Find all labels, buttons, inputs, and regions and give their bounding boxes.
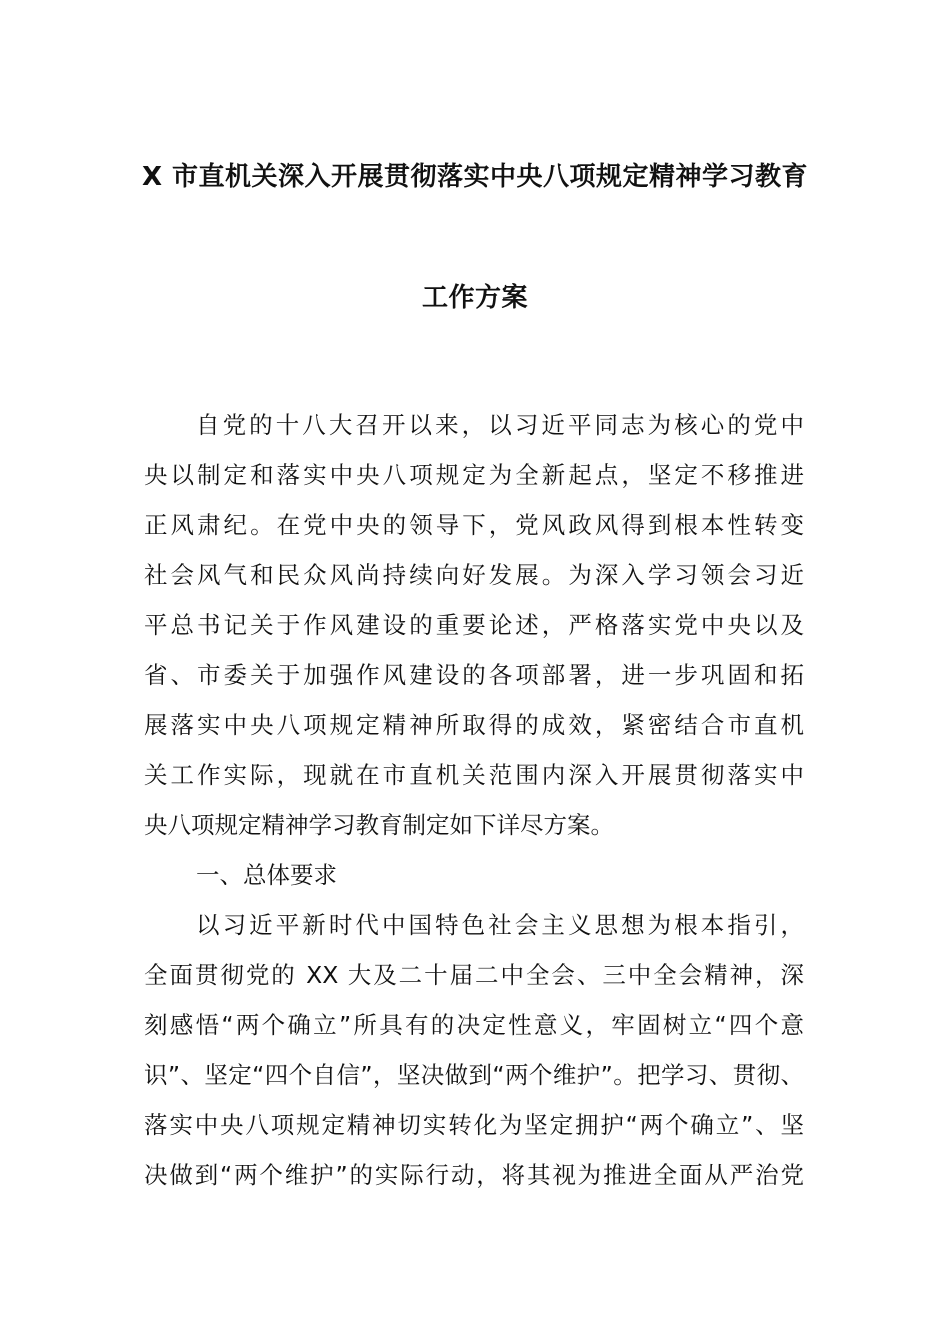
paragraph-2-line: 刻感悟“两个确立”所具有的决定性意义，牢固树立“四个意	[144, 1011, 804, 1039]
paragraph-1-line: 社会风气和民众风尚持续向好发展。为深入学习领会习近	[144, 561, 804, 589]
paragraph-1-last-line: 央八项规定精神学习教育制定如下详尽方案。	[144, 811, 614, 839]
document-title-line-1: X 市直机关深入开展贯彻落实中央八项规定精神学习教育	[141, 162, 809, 192]
paragraph-2-line: 决做到“两个维护”的实际行动，将其视为推进全面从严治党	[144, 1161, 804, 1189]
paragraph-1-line: 自党的十八大召开以来，以习近平同志为核心的党中	[196, 411, 804, 439]
document-title-line-2: 工作方案	[421, 283, 528, 313]
paragraph-2-line: 以习近平新时代中国特色社会主义思想为根本指引，	[196, 911, 804, 939]
paragraph-1-line: 省、市委关于加强作风建设的各项部署，进一步巩固和拓	[144, 661, 804, 689]
document-body	[144, 400, 804, 1200]
section-heading-overall-requirements: 一、总体要求	[196, 861, 337, 889]
paragraph-2-line: 落实中央八项规定精神切实转化为坚定拥护“两个确立”、坚	[144, 1111, 804, 1139]
paragraph-2-line: 全面贯彻党的 XX 大及二十届二中全会、三中全会精神，深	[144, 961, 804, 989]
paragraph-1-line: 展落实中央八项规定精神所取得的成效，紧密结合市直机	[144, 711, 804, 739]
paragraph-2-line: 识”、坚定“四个自信”，坚决做到“两个维护”。把学习、贯彻、	[144, 1061, 804, 1089]
paragraph-1-line: 平总书记关于作风建设的重要论述，严格落实党中央以及	[144, 611, 804, 639]
paragraph-1-line: 关工作实际，现就在市直机关范围内深入开展贯彻落实中	[144, 761, 804, 789]
paragraph-1-line: 正风肃纪。在党中央的领导下，党风政风得到根本性转变	[144, 511, 804, 539]
paragraph-1-line: 央以制定和落实中央八项规定为全新起点，坚定不移推进	[144, 461, 804, 489]
